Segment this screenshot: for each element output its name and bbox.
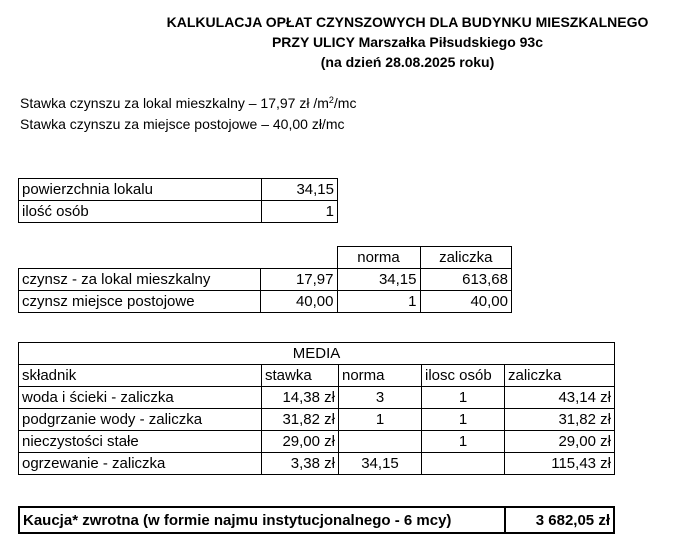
table-row bbox=[19, 431, 615, 453]
table-row bbox=[19, 201, 338, 223]
table-row bbox=[19, 269, 512, 291]
media-header-norma: norma bbox=[339, 365, 422, 387]
media-table bbox=[18, 342, 615, 475]
media-row-zaliczka: 31,82 zł bbox=[505, 409, 615, 431]
title-line-2: PRZY ULICY Marszałka Piłsudskiego 93c bbox=[271, 34, 544, 50]
title-line-3: (na dzień 28.08.2025 roku) bbox=[320, 54, 495, 70]
empty-cell bbox=[261, 247, 338, 269]
rent-table bbox=[18, 246, 512, 313]
apartment-rate-sup: 2 bbox=[328, 95, 334, 105]
parking-rate: Stawka czynszu za miejsce postojowe – 40,00 zł/mc bbox=[20, 116, 345, 132]
area-label: powierzchnia lokalu bbox=[19, 179, 262, 201]
rent-header-norma: norma bbox=[337, 247, 420, 269]
rent-row-norma: 34,15 bbox=[337, 269, 420, 291]
media-header-zaliczka: zaliczka bbox=[505, 365, 615, 387]
rent-row-rate: 40,00 bbox=[261, 291, 338, 313]
table-row bbox=[19, 291, 512, 313]
media-header-skladnik: składnik bbox=[19, 365, 262, 387]
rent-header-zaliczka: zaliczka bbox=[420, 247, 512, 269]
media-row-norma: 34,15 bbox=[339, 453, 422, 475]
media-row-osob: 1 bbox=[422, 431, 505, 453]
apartment-rate bbox=[20, 94, 356, 112]
rent-row-label: czynsz miejsce postojowe bbox=[19, 291, 261, 313]
persons-label: ilość osób bbox=[19, 201, 262, 223]
media-row-norma: 3 bbox=[339, 387, 422, 409]
rent-row-rate: 17,97 bbox=[261, 269, 338, 291]
media-row-zaliczka: 43,14 zł bbox=[505, 387, 615, 409]
media-row-osob: 1 bbox=[422, 409, 505, 431]
deposit-table bbox=[18, 506, 615, 534]
media-row-stawka: 14,38 zł bbox=[262, 387, 339, 409]
deposit-label: Kaucja* zwrotna (w formie najmu instytucjonalnego - 6 mcy) bbox=[19, 507, 505, 533]
table-row bbox=[19, 343, 615, 365]
media-row-label: ogrzewanie - zaliczka bbox=[19, 453, 262, 475]
media-row-stawka: 3,38 zł bbox=[262, 453, 339, 475]
media-row-stawka: 31,82 zł bbox=[262, 409, 339, 431]
media-row-label: woda i ścieki - zaliczka bbox=[19, 387, 262, 409]
apartment-rate-text: Stawka czynszu za lokal mieszkalny – 17,97 zł /m bbox=[20, 95, 329, 111]
media-row-label: podgrzanie wody - zaliczka bbox=[19, 409, 262, 431]
media-row-zaliczka: 29,00 zł bbox=[505, 431, 615, 453]
apartment-rate-suffix: /mc bbox=[333, 95, 357, 111]
media-row-zaliczka: 115,43 zł bbox=[505, 453, 615, 475]
media-row-osob: 1 bbox=[422, 387, 505, 409]
table-row bbox=[19, 365, 615, 387]
media-row-stawka: 29,00 zł bbox=[262, 431, 339, 453]
title-line-1: KALKULACJA OPŁAT CZYNSZOWYCH DLA BUDYNKU MIESZKALNEGO bbox=[166, 14, 649, 30]
table-row bbox=[19, 179, 338, 201]
deposit-value: 3 682,05 zł bbox=[505, 507, 614, 533]
media-header-osob: ilosc osób bbox=[422, 365, 505, 387]
empty-cell bbox=[19, 247, 261, 269]
table-row bbox=[19, 247, 512, 269]
unit-info-table bbox=[18, 178, 338, 223]
media-row-norma: 1 bbox=[339, 409, 422, 431]
media-row-osob bbox=[422, 453, 505, 475]
media-title: MEDIA bbox=[19, 343, 615, 365]
media-header-stawka: stawka bbox=[262, 365, 339, 387]
table-row bbox=[19, 387, 615, 409]
table-row bbox=[19, 507, 614, 533]
rent-row-zaliczka: 40,00 bbox=[420, 291, 512, 313]
table-row bbox=[19, 409, 615, 431]
rent-row-zaliczka: 613,68 bbox=[420, 269, 512, 291]
media-row-norma bbox=[339, 431, 422, 453]
media-row-label: nieczystości stałe bbox=[19, 431, 262, 453]
persons-value: 1 bbox=[262, 201, 338, 223]
rent-row-label: czynsz - za lokal mieszkalny bbox=[19, 269, 261, 291]
rent-row-norma: 1 bbox=[337, 291, 420, 313]
table-row bbox=[19, 453, 615, 475]
area-value: 34,15 bbox=[262, 179, 338, 201]
